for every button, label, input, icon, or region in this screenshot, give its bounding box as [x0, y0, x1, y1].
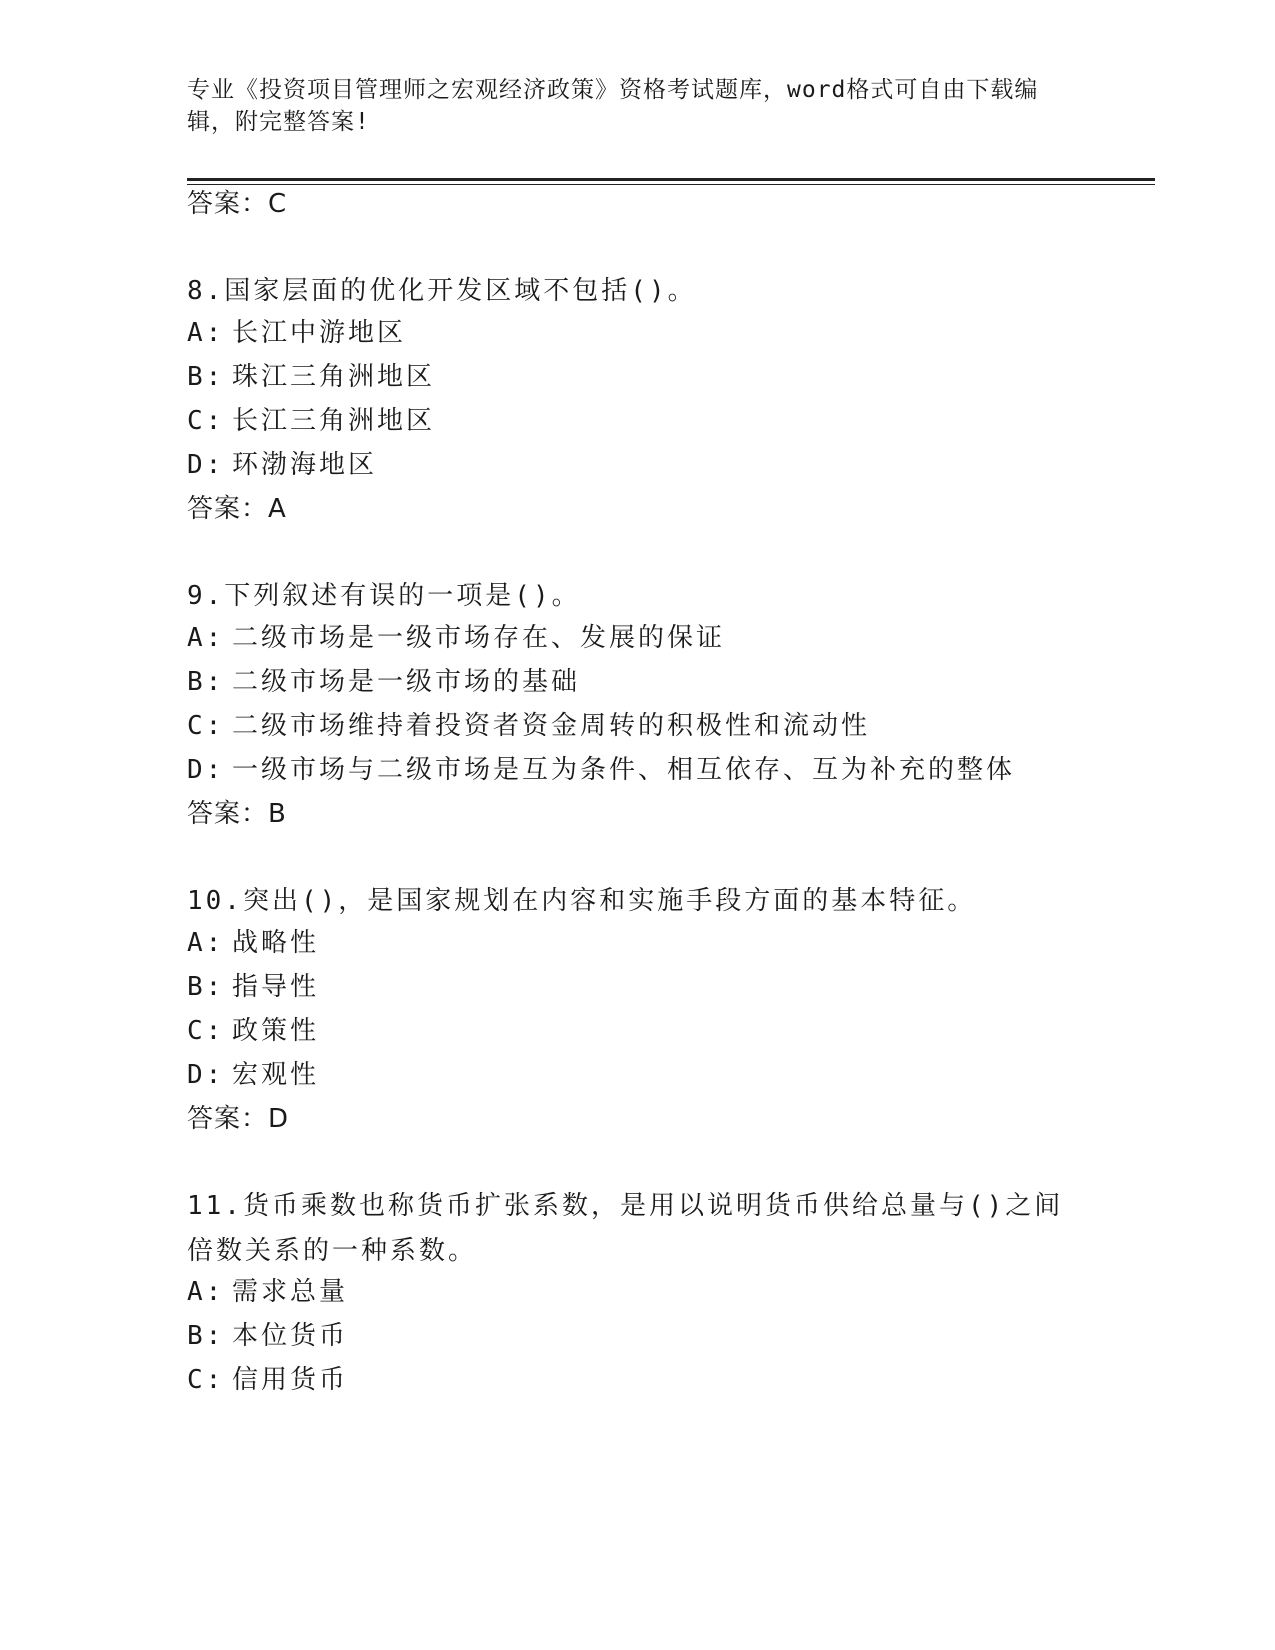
question-10-stem: 10.突出()，是国家规划在内容和实施手段方面的基本特征。	[187, 886, 977, 916]
question-8-option-b	[187, 360, 435, 394]
option-text: 指导性	[232, 972, 320, 1002]
option-text: 需求总量	[232, 1277, 349, 1307]
answer-label-q9: 答案：B	[187, 799, 287, 829]
option-letter: D:	[187, 1060, 225, 1090]
question-9-option-d	[187, 753, 1015, 787]
question-9-option-b	[187, 665, 580, 699]
option-text: 信用货币	[232, 1365, 349, 1395]
option-text: 宏观性	[232, 1060, 320, 1090]
option-text: 政策性	[232, 1016, 320, 1046]
question-10-option-b	[187, 970, 319, 1004]
question-11-option-b	[187, 1319, 348, 1353]
document-intro: 专业《投资项目管理师之宏观经济政策》资格考试题库，word格式可自由下载编辑，附完整答案!	[187, 77, 1039, 135]
question-9-option-c	[187, 709, 870, 743]
question-9-option-a	[187, 621, 725, 655]
option-letter: B:	[187, 1321, 225, 1351]
question-9-stem: 9.下列叙述有误的一项是()。	[187, 581, 581, 611]
question-10-option-d	[187, 1058, 319, 1092]
option-text: 长江三角洲地区	[232, 406, 436, 436]
answer-label-q8: 答案：A	[187, 494, 287, 524]
option-text: 二级市场维持着投资者资金周转的积极性和流动性	[232, 711, 871, 741]
option-text: 本位货币	[232, 1321, 349, 1351]
option-text: 珠江三角洲地区	[232, 362, 436, 392]
option-text: 战略性	[232, 928, 320, 958]
option-text: 一级市场与二级市场是互为条件、相互依存、互为补充的整体	[232, 755, 1016, 785]
option-letter: C:	[187, 1016, 225, 1046]
option-letter: D:	[187, 755, 225, 785]
option-letter: C:	[187, 711, 225, 741]
question-8-option-d	[187, 448, 377, 482]
question-11-option-a	[187, 1275, 348, 1309]
option-letter: A:	[187, 928, 225, 958]
option-letter: A:	[187, 623, 225, 653]
option-letter: B:	[187, 667, 225, 697]
option-letter: D:	[187, 450, 225, 480]
question-10-option-a	[187, 926, 319, 960]
answer-label-q10: 答案：D	[187, 1104, 290, 1134]
header-rule-thin	[187, 184, 1155, 185]
option-letter: A:	[187, 318, 225, 348]
option-text: 二级市场是一级市场存在、发展的保证	[232, 623, 726, 653]
question-8-stem: 8.国家层面的优化开发区域不包括()。	[187, 276, 697, 306]
option-text: 长江中游地区	[232, 318, 407, 348]
option-letter: C:	[187, 406, 225, 436]
question-11-option-c	[187, 1363, 348, 1397]
option-text: 环渤海地区	[232, 450, 378, 480]
question-11-stem: 11.货币乘数也称货币扩张系数，是用以说明货币供给总量与()之间倍数关系的一种系数。	[187, 1191, 1064, 1266]
option-letter: A:	[187, 1277, 225, 1307]
answer-label-q7: 答案：C	[187, 189, 288, 219]
option-text: 二级市场是一级市场的基础	[232, 667, 581, 697]
option-letter: C:	[187, 1365, 225, 1395]
option-letter: B:	[187, 972, 225, 1002]
question-8-option-c	[187, 404, 435, 438]
option-letter: B:	[187, 362, 225, 392]
question-10-option-c	[187, 1014, 319, 1048]
header-rule-thick	[187, 178, 1155, 181]
question-8-option-a	[187, 316, 406, 350]
